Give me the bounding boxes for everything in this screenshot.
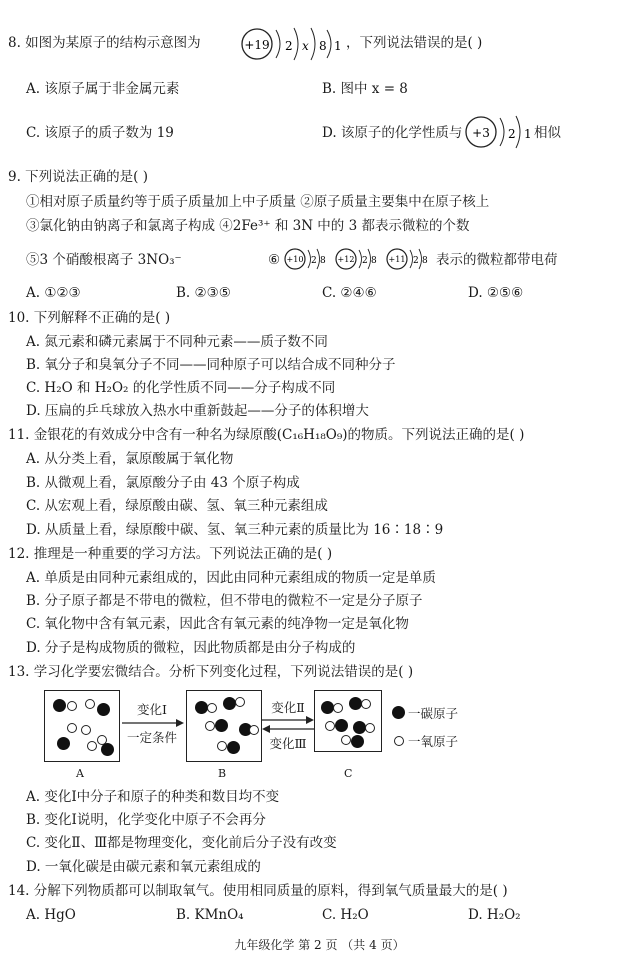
q9-atom-3-nucleus: +11 <box>388 255 406 264</box>
oxygen-atom <box>85 699 95 709</box>
q8-option-d-post: 相似 <box>534 125 561 141</box>
q8-option-d-atom <box>462 112 532 152</box>
oxygen-atom <box>67 723 77 733</box>
q13-label-b: B <box>218 767 227 780</box>
q8-stem-post: ，下列说法错误的是( ) <box>346 35 483 51</box>
q9-atom-1-nucleus: +10 <box>286 255 304 264</box>
q12-stem: 12. 推理是一种重要的学习方法。下列说法正确的是( ) <box>8 546 333 562</box>
q9-line-1: ①相对原子质量约等于质子质量加上中子质量 ②原子质量主要集中在原子核上 <box>26 194 490 210</box>
q13-double-arrow <box>262 716 314 734</box>
q8-atom-nucleus: +19 <box>244 38 270 52</box>
q9-line-3-post: 表示的微粒都带电荷 <box>436 252 558 268</box>
carbon-atom <box>53 699 66 712</box>
oxygen-atom <box>207 703 217 713</box>
legend-oxygen-label: 一氧原子 <box>408 734 459 749</box>
q13-change-3-label: 变化Ⅲ <box>269 736 307 751</box>
q8-option-b: B. 图中 x = 8 <box>322 81 408 97</box>
q9-line-2: ③氯化钠由钠离子和氯离子构成 ④2Fe³⁺ 和 3N 中的 3 都表示微粒的个数 <box>26 218 470 234</box>
q9-atom-3-shell-2: 8 <box>422 256 428 266</box>
q9-atom-1 <box>285 249 326 269</box>
q10-stem: 10. 下列解释不正确的是( ) <box>8 310 171 326</box>
q11-option-a: A. 从分类上看，氯原酸属于氧化物 <box>26 451 234 467</box>
q13-option-c: C. 变化Ⅱ、Ⅲ都是物理变化，变化前后分子没有改变 <box>26 835 337 851</box>
q13-change-2-label: 变化Ⅱ <box>271 700 305 715</box>
q8-option-d-pre: D. 该原子的化学性质与 <box>322 125 463 141</box>
carbon-atom <box>227 741 240 754</box>
carbon-atom <box>223 697 236 710</box>
oxygen-atom <box>361 699 371 709</box>
q8-option-a: A. 该原子属于非金属元素 <box>26 81 180 97</box>
q8-d-shell-2: 1 <box>524 127 532 141</box>
q9-atom-diagrams <box>284 244 434 274</box>
q14-option-c: C. H₂O <box>322 907 369 923</box>
carbon-atom <box>351 735 364 748</box>
q13-arrow-1 <box>122 718 184 728</box>
q9-atom-2-nucleus: +12 <box>337 255 355 264</box>
oxygen-atom <box>341 735 351 745</box>
oxygen-atom <box>249 725 259 735</box>
q10-option-a: A. 氮元素和磷元素属于不同种元素——质子数不同 <box>26 334 328 350</box>
q13-option-d: D. 一氧化碳是由碳元素和氧元素组成的 <box>26 859 261 875</box>
q8-d-nucleus: +3 <box>472 126 490 140</box>
legend-carbon-label: 一碳原子 <box>408 706 459 721</box>
q8-atom-diagram <box>238 24 346 64</box>
q11-option-b: B. 从微观上看，氯原酸分子由 43 个原子构成 <box>26 475 300 491</box>
oxygen-atom <box>217 741 227 751</box>
q10-option-c: C. H₂O 和 H₂O₂ 的化学性质不同——分子构成不同 <box>26 380 336 396</box>
legend-carbon-icon <box>392 706 405 719</box>
q9-atom-1-shell-1: 2 <box>311 256 317 266</box>
q12-option-c: C. 氧化物中含有氧元素，因此含有氧元素的纯净物一定是氧化物 <box>26 616 409 632</box>
q9-option-a: A. ①②③ <box>26 285 81 301</box>
oxygen-atom <box>205 721 215 731</box>
q13-box-a <box>44 690 120 762</box>
oxygen-atom <box>87 741 97 751</box>
q9-line-3-mid: ⑥ <box>268 252 281 268</box>
q13-stem: 13. 学习化学要宏微结合。分析下列变化过程，下列说法错误的是( ) <box>8 664 414 680</box>
q13-label-c: C <box>344 767 353 780</box>
q8-shell-2: x <box>302 39 309 53</box>
q9-line-3-pre: ⑤3 个硝酸根离子 3NO₃⁻ <box>26 252 182 268</box>
q8-option-c: C. 该原子的质子数为 19 <box>26 125 174 141</box>
q10-option-b: B. 氧分子和臭氧分子不同——同种原子可以结合成不同种分子 <box>26 357 396 373</box>
oxygen-atom <box>325 721 335 731</box>
oxygen-atom <box>81 725 91 735</box>
q9-option-c: C. ②④⑥ <box>322 285 377 301</box>
q14-option-d: D. H₂O₂ <box>468 907 521 923</box>
carbon-atom <box>97 703 110 716</box>
q10-option-d: D. 压扁的乒乓球放入热水中重新鼓起——分子的体积增大 <box>26 403 369 419</box>
q14-option-a: A. HgO <box>26 907 76 923</box>
q13-condition-label: 一定条件 <box>126 730 177 745</box>
carbon-atom <box>215 719 228 732</box>
q12-option-b: B. 分子原子都是不带电的微粒，但不带电的微粒不一定是分子原子 <box>26 593 423 609</box>
q9-option-d: D. ②⑤⑥ <box>468 285 524 301</box>
q9-stem: 9. 下列说法正确的是( ) <box>8 169 148 185</box>
q13-option-b: B. 变化Ⅰ说明，化学变化中原子不会再分 <box>26 812 266 828</box>
q8-stem-pre: 8. 如图为某原子的结构示意图为 <box>8 35 201 51</box>
q13-change-1-label: 变化Ⅰ <box>137 702 167 717</box>
oxygen-atom <box>235 697 245 707</box>
oxygen-atom <box>333 703 343 713</box>
q11-stem: 11. 金银花的有效成分中含有一种名为绿原酸(C₁₆H₁₈O₉)的物质。下列说法正确的是( ) <box>8 427 525 443</box>
q14-option-b: B. KMnO₄ <box>176 907 244 923</box>
q11-option-c: C. 从宏观上看，绿原酸由碳、氢、氧三种元素组成 <box>26 498 328 514</box>
carbon-atom <box>335 719 348 732</box>
carbon-atom <box>101 743 114 756</box>
q8-stem <box>8 34 201 52</box>
q9-atom-2 <box>336 249 377 269</box>
q9-atom-3 <box>387 249 428 269</box>
q12-option-d: D. 分子是构成物质的微粒，因此物质都是由分子构成的 <box>26 640 356 656</box>
q8-shell-3: 8 <box>319 39 327 53</box>
q12-option-a: A. 单质是由同种元素组成的，因此由同种元素组成的物质一定是单质 <box>26 570 436 586</box>
q13-box-b <box>186 690 262 762</box>
q9-atom-3-shell-1: 2 <box>413 256 419 266</box>
q13-label-a: A <box>76 767 84 780</box>
q8-shell-1: 2 <box>285 39 293 53</box>
q9-atom-1-shell-2: 8 <box>320 256 326 266</box>
q9-atom-2-shell-1: 2 <box>362 256 368 266</box>
q9-atom-2-shell-2: 8 <box>371 256 377 266</box>
q13-box-c <box>314 690 382 752</box>
legend-oxygen-icon <box>394 736 404 746</box>
q14-stem: 14. 分解下列物质都可以制取氧气。使用相同质量的原料，得到氧气质量最大的是( ) <box>8 883 508 899</box>
carbon-atom <box>57 737 70 750</box>
q11-option-d: D. 从质量上看，绿原酸中碳、氢、氧三种元素的质量比为 16∶18∶9 <box>26 522 444 538</box>
oxygen-atom <box>67 701 77 711</box>
q8-d-shell-1: 2 <box>508 127 516 141</box>
oxygen-atom <box>365 723 375 733</box>
q9-option-b: B. ②③⑤ <box>176 285 231 301</box>
page-footer: 九年级化学 第 2 页 （共 4 页） <box>234 938 405 952</box>
q13-option-a: A. 变化Ⅰ中分子和原子的种类和数目均不变 <box>26 789 280 805</box>
q8-shell-4: 1 <box>334 39 342 53</box>
